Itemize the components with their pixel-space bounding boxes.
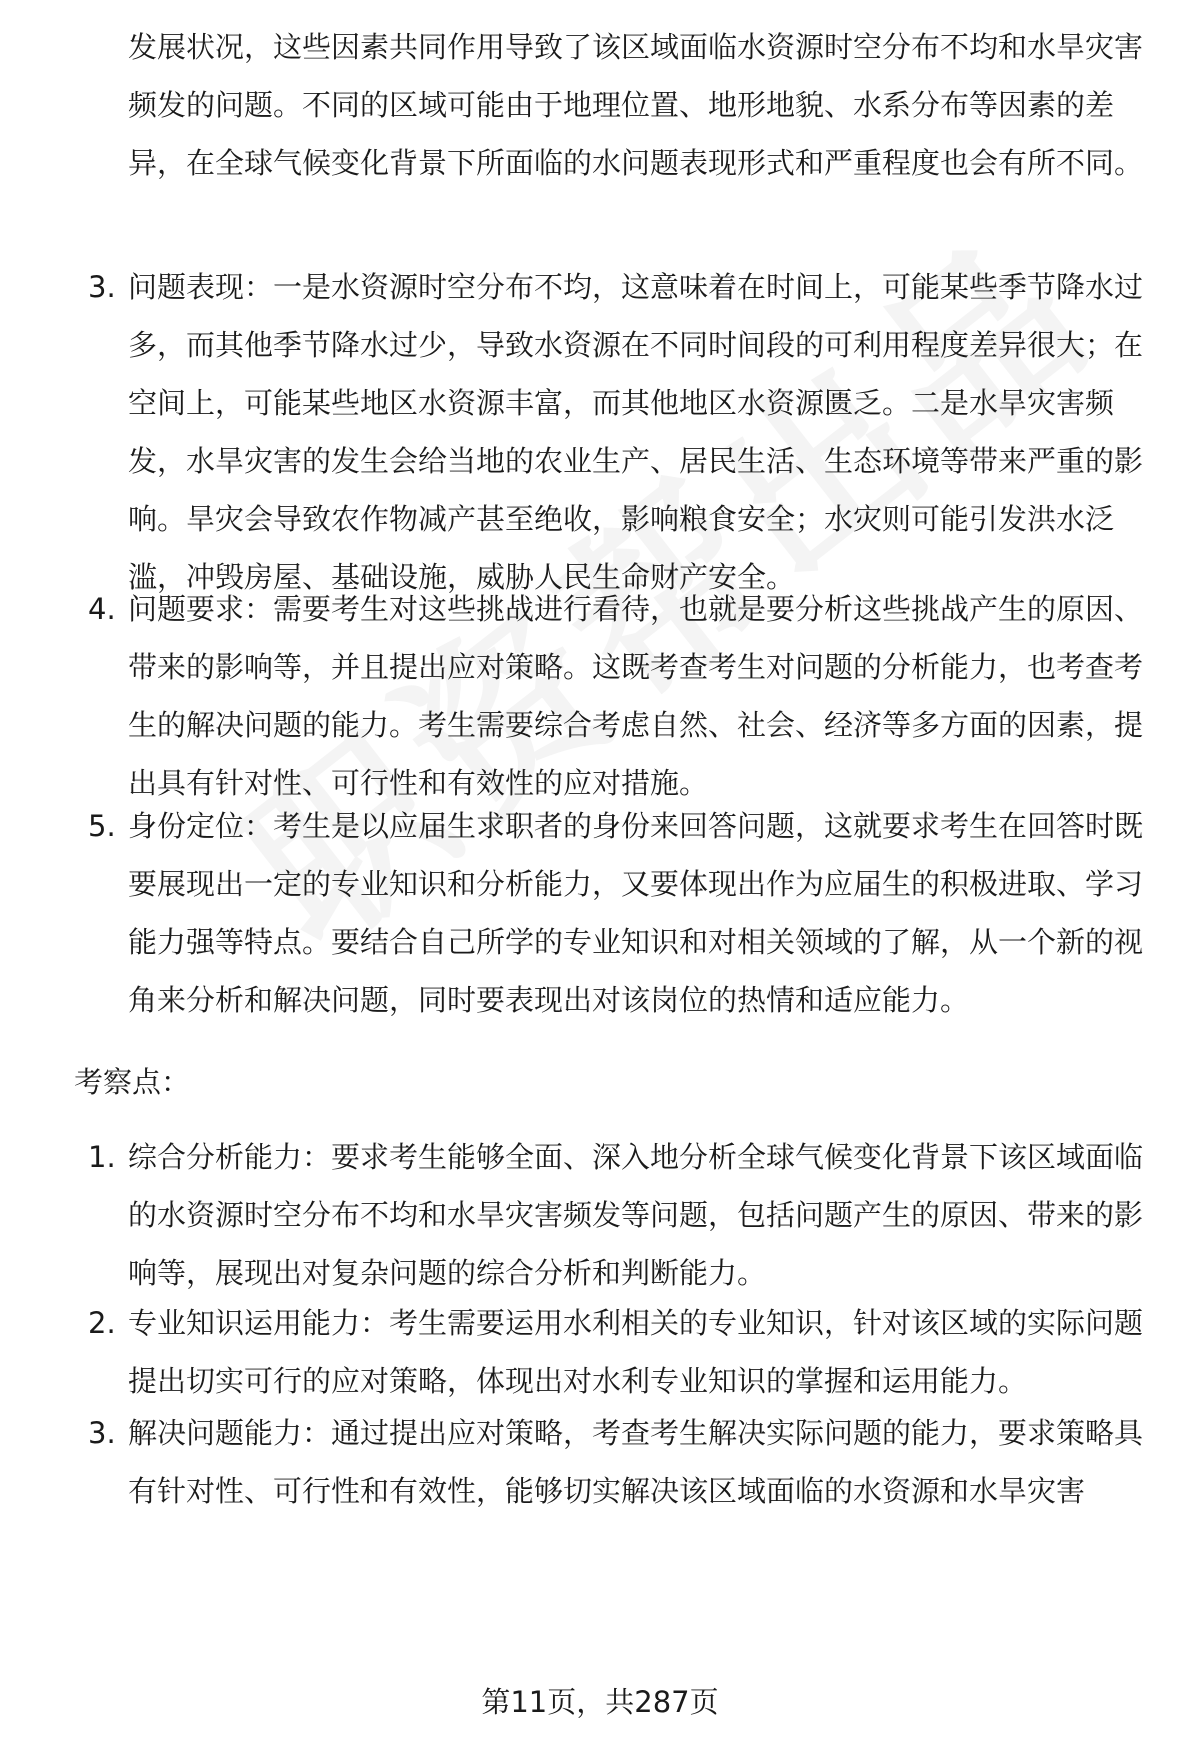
item-text: 问题要求：需要考生对这些挑战进行看待，也就是要分析这些挑战产生的原因、带来的影响等，并且提出应对策略。这既考查考生对问题的分析能力，也考查考生的解决问题的能力。考生需要综合考虑自然、社会、经济等多方面的因素，提出具有针对性、可行性和有效性的应对措施。 — [128, 592, 1144, 800]
item-number: 4. — [88, 592, 116, 626]
item-number: 3. — [88, 1416, 116, 1450]
analysis-item-3 — [88, 258, 1150, 606]
item-number: 3. — [88, 270, 116, 304]
exam-point-1 — [88, 1128, 1150, 1302]
item-number: 1. — [88, 1140, 116, 1174]
page-footer: 第11页，共287页 — [481, 1685, 719, 1719]
item-text: 专业知识运用能力：考生需要运用水利相关的专业知识，针对该区域的实际问题提出切实可行的应对策略，体现出对水利专业知识的掌握和运用能力。 — [128, 1306, 1144, 1398]
analysis-item-4 — [88, 580, 1150, 812]
section-title: 考察点： — [74, 1065, 191, 1099]
analysis-item-5 — [88, 797, 1150, 1029]
item-text: 解决问题能力：通过提出应对策略，考查考生解决实际问题的能力，要求策略具有针对性、可行性和有效性，能够切实解决该区域面临的水资源和水旱灾害 — [128, 1416, 1144, 1508]
item-text: 问题表现：一是水资源时空分布不均，这意味着在时间上，可能某些季节降水过多，而其他季节降水过少，导致水资源在不同时间段的可利用程度差异很大；在空间上，可能某些地区水资源丰富，而其他地区水资源匮乏。二是水旱灾害频发，水旱灾害的发生会给当地的农业生产、居民生活、生态环境等带来严重的影响。旱灾会导致农作物减产甚至绝收，影响粮食安全；水灾则可能引发洪水泛滥，冲毁房屋、基础设施，威胁人民生命财产安全。 — [128, 270, 1144, 594]
item-text: 综合分析能力：要求考生能够全面、深入地分析全球气候变化背景下该区域面临的水资源时空分布不均和水旱灾害频发等问题，包括问题产生的原因、带来的影响等，展现出对复杂问题的综合分析和判断能力。 — [128, 1140, 1144, 1290]
exam-point-2 — [88, 1294, 1150, 1410]
intro-paragraph: 发展状况，这些因素共同作用导致了该区域面临水资源时空分布不均和水旱灾害频发的问题。不同的区域可能由于地理位置、地形地貌、水系分布等因素的差异，在全球气候变化背景下所面临的水问题表现形式和严重程度也会有所不同。 — [128, 30, 1144, 180]
item-text: 身份定位：考生是以应届生求职者的身份来回答问题，这就要求考生在回答时既要展现出一定的专业知识和分析能力，又要体现出作为应届生的积极进取、学习能力强等特点。要结合自己所学的专业知识和对相关领域的了解，从一个新的视角来分析和解决问题，同时要表现出对该岗位的热情和适应能力。 — [128, 809, 1144, 1017]
item-number: 5. — [88, 809, 116, 843]
item-number: 2. — [88, 1306, 116, 1340]
exam-point-3 — [88, 1404, 1150, 1520]
